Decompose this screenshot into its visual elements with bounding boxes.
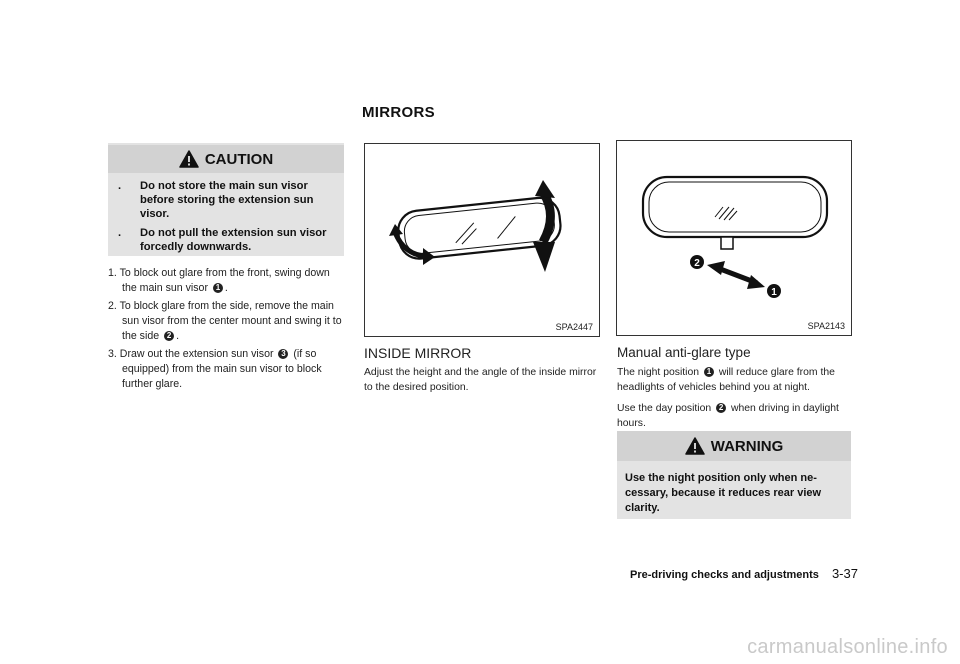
anti-glare-mirror-figure xyxy=(616,140,852,336)
footer-title: Pre-driving checks and adjustments xyxy=(630,569,819,581)
step-number: 1. xyxy=(108,267,117,279)
figure-label: SPA2447 xyxy=(555,322,593,332)
paragraph-text: Use the day position xyxy=(617,403,712,414)
inside-mirror-body: Adjust the height and the angle of the inside mirror to the desired position. xyxy=(364,367,597,393)
warning-title: WARNING xyxy=(710,437,784,455)
caution-box xyxy=(108,143,344,256)
paragraph-text: when driving in daylight hours. xyxy=(617,403,839,429)
callout-number-icon: 2 xyxy=(164,331,174,341)
callout-number-icon: 3 xyxy=(278,349,288,359)
list-item xyxy=(118,179,340,221)
step-text-after: (if so equipped) from the main sun visor to block further glare. xyxy=(122,348,322,390)
callout-number-icon: 2 xyxy=(716,403,726,413)
callout-number-icon: 1 xyxy=(704,367,714,377)
sun-visor-steps xyxy=(108,266,346,395)
warning-triangle-icon xyxy=(179,150,199,168)
bullet: . xyxy=(118,227,122,239)
watermark: carmanualsonline.info xyxy=(747,636,948,658)
caution-item-text: Do not store the main sun visor before storing the extension sun visor. xyxy=(140,180,314,220)
section-title: MIRRORS xyxy=(362,104,435,121)
paragraph-text: The night position xyxy=(617,367,700,378)
step-number: 3. xyxy=(108,348,117,360)
list-item xyxy=(118,226,340,254)
warning-header xyxy=(617,431,851,461)
warning-box xyxy=(617,431,851,519)
step-item xyxy=(108,266,346,296)
caution-item-text: Do not pull the extension sun visor forcedly downwards. xyxy=(140,227,327,253)
caution-header xyxy=(108,145,344,173)
day-position-paragraph xyxy=(617,401,853,431)
step-text: To block out glare from the front, swing down the main sun visor xyxy=(119,267,330,294)
step-number: 2. xyxy=(108,300,117,312)
callout-1-label: 1 xyxy=(771,287,777,298)
warning-text: Use the night position only when ne-cessary, because it reduces rear view clarity. xyxy=(625,472,822,514)
inside-mirror-heading: INSIDE MIRROR xyxy=(364,345,472,361)
anti-glare-heading: Manual anti-glare type xyxy=(617,345,751,360)
caution-list xyxy=(118,179,340,259)
step-text-after: . xyxy=(176,330,180,342)
step-item xyxy=(108,347,346,392)
step-item xyxy=(108,299,346,344)
page-footer xyxy=(630,566,858,581)
warning-triangle-icon xyxy=(685,437,705,455)
callout-2-label: 2 xyxy=(694,258,700,269)
step-text: To block glare from the side, remove the main sun visor from the center mount and swing it to the side xyxy=(119,300,342,342)
mirror-adjust-illustration xyxy=(365,144,599,336)
caution-title: CAUTION xyxy=(204,150,274,168)
night-position-paragraph xyxy=(617,365,853,395)
inside-mirror-figure xyxy=(364,143,600,337)
paragraph-text: will reduce glare from the headlights of vehicles behind you at night. xyxy=(617,367,835,393)
bullet: . xyxy=(118,180,122,192)
step-text-after: . xyxy=(224,282,228,294)
anti-glare-illustration xyxy=(617,141,851,335)
page-number: 3-37 xyxy=(831,566,858,581)
callout-number-icon: 1 xyxy=(213,283,223,293)
step-text: Draw out the extension sun visor xyxy=(119,348,274,360)
figure-label: SPA2143 xyxy=(807,321,845,331)
anti-glare-body xyxy=(617,365,853,437)
